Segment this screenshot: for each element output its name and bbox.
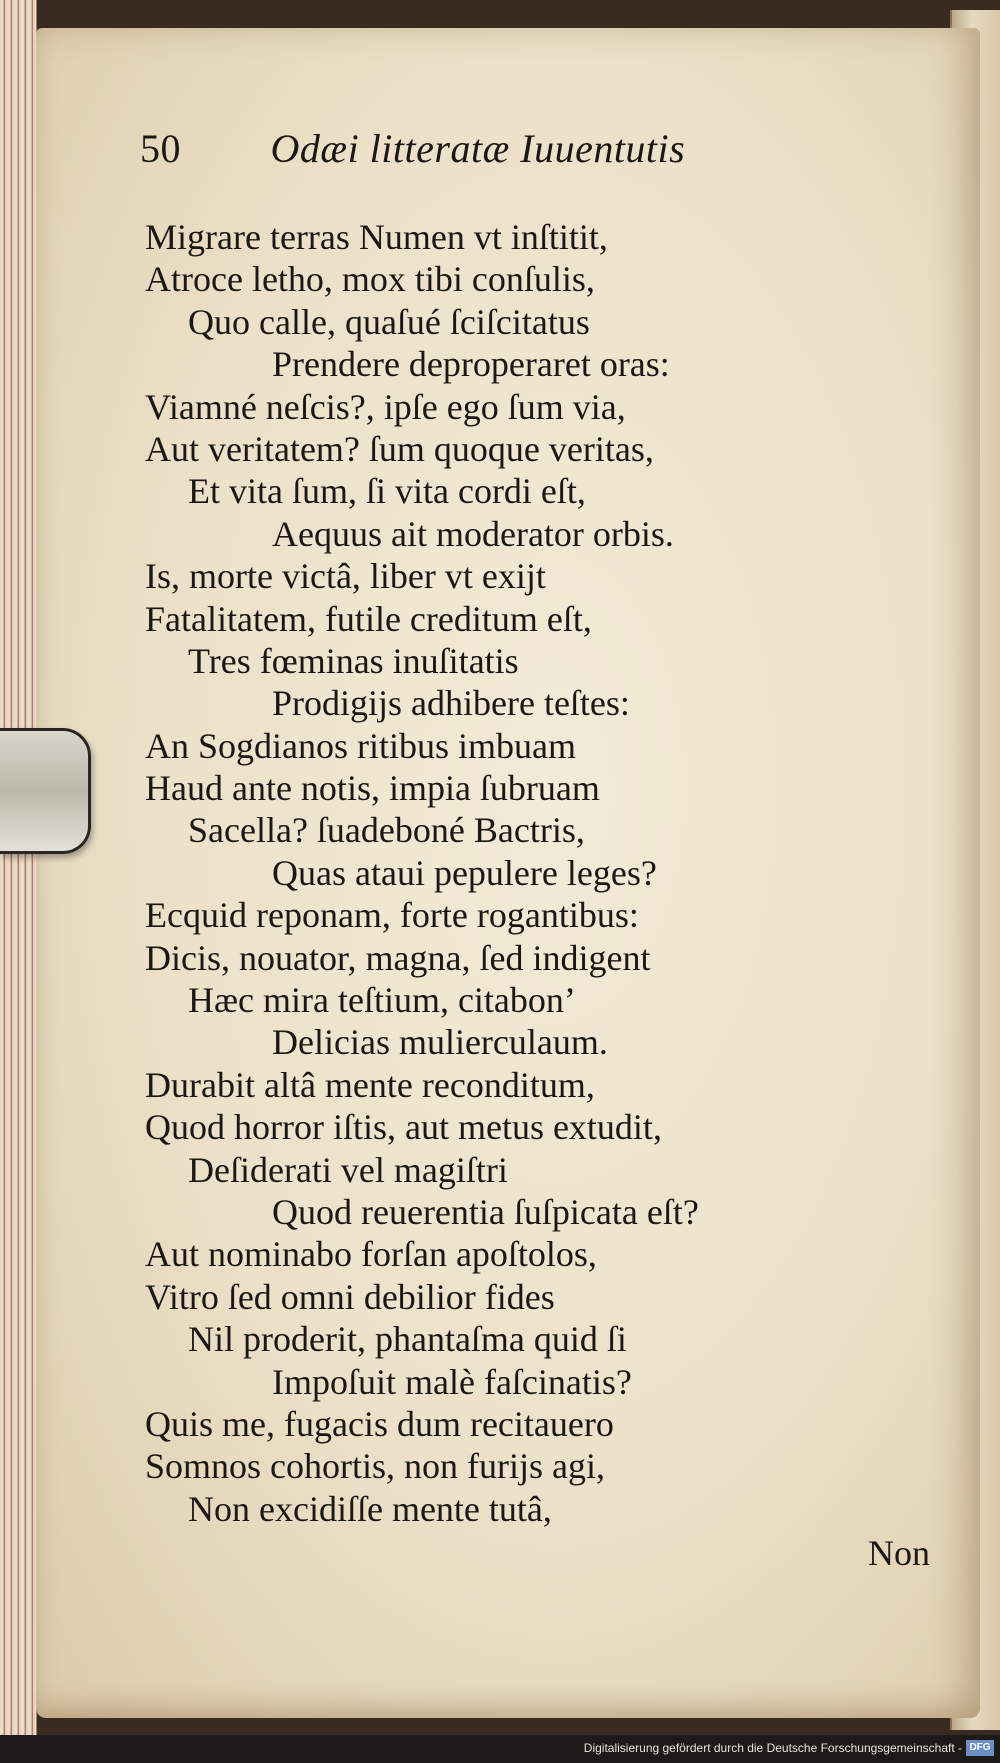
poem-line: An Sogdianos ritibus imbuam: [145, 725, 576, 766]
poem-line: Fatalitatem, futile creditum eſt,: [145, 598, 592, 639]
poem-line: Dicis, nouator, magna, ſed indigent: [145, 937, 651, 978]
poem-line: Delicias mulierculaum.: [272, 1022, 608, 1063]
footer-bar: [0, 1735, 1000, 1763]
poem-line: Somnos cohortis, non furijs agi,: [145, 1446, 605, 1487]
poem-line: Aequus ait moderator orbis.: [272, 513, 674, 554]
poem-text: [0, 216, 950, 1530]
poem-line: Impoſuit malè faſcinatis?: [272, 1361, 632, 1402]
poem-line: Prodigijs adhibere teſtes:: [272, 683, 630, 724]
dfg-logo: DFG: [966, 1740, 994, 1756]
running-title: Odæi litteratæ Iuuentutis: [270, 126, 686, 171]
footer-credit: Digitalisierung gefördert durch die Deutsche Forschungsgemeinschaft -: [583, 1741, 962, 1755]
poem-line: Aut nominabo forſan apoſtolos,: [145, 1234, 597, 1275]
poem-line: Quod reuerentia ſuſpicata eſt?: [272, 1191, 699, 1232]
poem-line: Is, morte victâ, liber vt exijt: [145, 556, 546, 597]
poem-line: Migrare terras Numen vt inſtitit,: [145, 217, 608, 257]
poem-line: Durabit altâ mente reconditum,: [145, 1064, 595, 1105]
poem-line: Prendere deproperaret oras:: [272, 344, 670, 385]
poem-line: Ecquid reponam, forte rogantibus:: [145, 895, 639, 936]
catchword: Non: [868, 1533, 930, 1573]
poem-line: Deſiderati vel magiſtri: [188, 1149, 508, 1190]
poem-line: Quod horror iſtis, aut metus extudit,: [145, 1107, 662, 1148]
poem-line: Aut veritatem? ſum quoque veritas,: [145, 428, 654, 469]
poem-line: Et vita ſum, ſi vita cordi eſt,: [188, 471, 586, 512]
poem-line: Quis me, fugacis dum recitauero: [145, 1403, 614, 1444]
poem-line: Viamné neſcis?, ipſe ego ſum via,: [145, 386, 626, 427]
poem-line: Sacella? ſuadeboné Bactris,: [188, 810, 585, 851]
poem-line: Non excidiſſe mente tutâ,: [188, 1488, 552, 1529]
poem-line: Hæc mira teſtium, citabon’: [188, 980, 576, 1021]
page-number: 50: [140, 126, 181, 171]
page-header: [140, 125, 800, 172]
poem-line: Haud ante notis, impia ſubruam: [145, 768, 600, 809]
poem-line: Quas ataui pepulere leges?: [272, 852, 657, 893]
poem-line: Atroce letho, mox tibi conſulis,: [145, 259, 595, 300]
poem-line: Vitro ſed omni debilior fides: [145, 1276, 555, 1317]
poem-line: Nil proderit, phantaſma quid ſi: [188, 1319, 627, 1360]
poem-line: Quo calle, quaſué ſciſcitatus: [188, 301, 590, 342]
poem-line: Tres fœminas inuſitatis: [188, 640, 519, 681]
